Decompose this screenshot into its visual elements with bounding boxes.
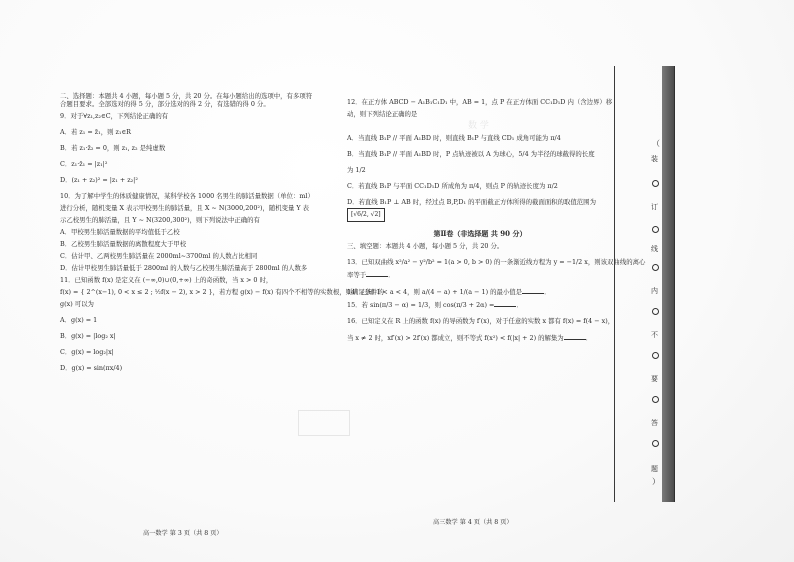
section-two-instruction: 二、选择题：本题共 4 小题，每小题 5 分，共 20 分。在每小题给出的选项中，有多项符 (60, 92, 313, 100)
q10-option-c: C．估计甲、乙两校男生肺活量在 2000ml~3700ml 的人数占比相同 (60, 252, 258, 260)
binding-label-ti: 题 (651, 465, 658, 473)
question-9-stem: 9．对于∀z₁,z₂∈C，下列结论正确的有 (60, 112, 169, 120)
question-16: 16．已知定义在 R 上的函数 f(x) 的导函数为 f′(x)，对于任意的实数 x 都有 f(x) = f(4 − x)， (347, 317, 615, 325)
q12-option-c: C．若直线 B₁P 与平面 CC₁D₁D 所成角为 π/4，则点 P 的轨迹长度为 π/2 (347, 182, 558, 190)
section-three-instruction: 三、填空题：本题共 4 小题，每小题 5 分，共 20 分。 (347, 242, 504, 250)
q15-answer-blank[interactable] (494, 300, 516, 307)
binding-open-paren: （ (652, 139, 660, 148)
q12-option-b-cont: 为 1/2 (347, 166, 366, 174)
binding-label-ding: 订 (651, 203, 658, 211)
part-two-title: 第Ⅱ卷（非选择题 共 90 分） (433, 229, 527, 238)
q10-option-b: B．乙校男生肺活量数据的离散程度大于甲校 (60, 240, 187, 248)
binding-label-yao: 要 (651, 375, 658, 383)
binding-label-da: 答 (651, 419, 658, 427)
q9-option-d: D．(z₁ + z₂)² = |z₁ + z₂|² (60, 176, 138, 184)
binding-hole-icon (652, 440, 659, 447)
question-10-stem: 10．为了解中学生的体质健康情况，某科学校各 1000 名男生的肺活量数据（单位：ml） (60, 192, 314, 200)
binding-hole-icon (652, 308, 659, 315)
binding-hole-icon (652, 352, 659, 359)
question-11-piecewise: f(x) = { 2^(x−1), 0 < x ≤ 2 ; ½f(x − 2), x > 2 }，若方程 g(x) − f(x) 有四个不相等的实数根，则满足条件的 (60, 288, 384, 296)
binding-hole-icon (652, 264, 659, 271)
question-10-stem-2: 进行分析，随机变量 X 表示甲校男生的肺活量，且 X ~ N(3000,200²)，随机变量 Y 表 (60, 204, 310, 212)
q11-option-c: C．g(x) = log₂|x| (60, 348, 114, 356)
question-10-stem-3: 示乙校男生的肺活量，且 Y ~ N(3200,300²)，则下列说法中正确的有 (60, 216, 260, 224)
q9-option-a: A．若 z₁ = z̄₁，则 z₁∈R (60, 128, 131, 136)
q10-option-a: A．甲校男生肺活量数据的平均值低于乙校 (60, 228, 180, 236)
faint-stamp-box (298, 410, 350, 436)
binding-label-zhuang: 装 (651, 155, 658, 163)
binding-close-paren: ） (652, 477, 660, 486)
q14-answer-blank[interactable] (522, 287, 544, 294)
binding-hole-icon (652, 226, 659, 233)
q16-answer-blank[interactable] (564, 333, 586, 340)
question-13: 13．已知双曲线 x²/a² − y²/b² = 1(a > 0, b > 0) 的一条渐近线方程为 y = −1/2 x，则该双曲线的离心 (347, 258, 646, 266)
q11-option-a: A．g(x) = 1 (60, 316, 98, 324)
binding-hole-icon (652, 396, 659, 403)
q11-option-d: D．g(x) = sin(πx/4) (60, 364, 123, 372)
question-11-stem-3: g(x) 可以为 (60, 300, 94, 308)
binding-edge-shadow (662, 66, 675, 502)
question-14: 14．已知 1 < a < 4，则 a/(4 − a) + 1/(a − 1) 的最小值是 ． (347, 288, 551, 296)
bleed-through-mark: 数 学 (468, 121, 489, 131)
q12-option-b: B．当直线 B₁P // 平面 A₁BD 时，P 点轨迹被以 A 为球心，5/4 为半径的球截得的长度 (347, 150, 595, 158)
question-15: 15．若 sin(π/3 − α) = 1/3，则 cos(π/3 + 2α) = ． (347, 301, 523, 309)
q12-option-d: D．若直线 B₁P ⊥ AB 时，经过点 B,P,D₁ 的平面截正方体所得的截面面积的取值范围为 (347, 198, 596, 206)
binding-label-nei: 内 (651, 287, 658, 295)
question-16-cont: 当 x ≠ 2 时，xf′(x) > 2f′(x) 都成立，则不等式 f(x²) < f(|x| + 2) 的解集为 ． (347, 334, 593, 342)
page-footer-right: 高三数学 第 4 页（共 8 页） (433, 519, 513, 526)
question-12-stem: 12．在正方体 ABCD − A₁B₁C₁D₁ 中，AB = 1，点 P 在正方体面 CC₁D₁D 内（含边界）移 (347, 98, 613, 106)
question-11-stem: 11．已知函数 f(x) 是定义在 (−∞,0)∪(0,+∞) 上的奇函数，当 x > 0 时， (60, 276, 273, 284)
page-footer-left: 高一数学 第 3 页（共 8 页） (143, 530, 223, 537)
q9-option-c: C．z₁·z̄₁ = |z₁|² (60, 160, 108, 168)
q9-option-b: B．若 z₁·z̄₂ = 0，则 z₁, z₂ 是纯虚数 (60, 144, 166, 152)
binding-hole-icon (652, 180, 659, 187)
question-12-stem-2: 动，则下列结论正确的是 (347, 110, 418, 118)
q12-interval-answer: [√6/2, √2] (347, 208, 385, 222)
question-13-cont: 率等于 ． (347, 271, 395, 279)
q10-option-d: D．估计甲校男生肺活量低于 2800ml 的人数与乙校男生肺活量高于 2800ml 的人数多 (60, 264, 308, 272)
q13-answer-blank[interactable] (366, 270, 388, 277)
binding-label-xian: 线 (651, 245, 658, 253)
section-two-instruction-cont: 合题目要求。全部选对的得 5 分，部分选对的得 2 分，有选错的得 0 分。 (60, 100, 270, 108)
right-column (347, 98, 646, 342)
binding-label-bu: 不 (651, 331, 658, 339)
q12-option-a: A．当直线 B₁P // 平面 A₁BD 时，则直线 B₁P 与直线 CD₁ 成角可能为 π/4 (347, 134, 561, 142)
q11-option-b: B．g(x) = |log₂ x| (60, 332, 116, 340)
